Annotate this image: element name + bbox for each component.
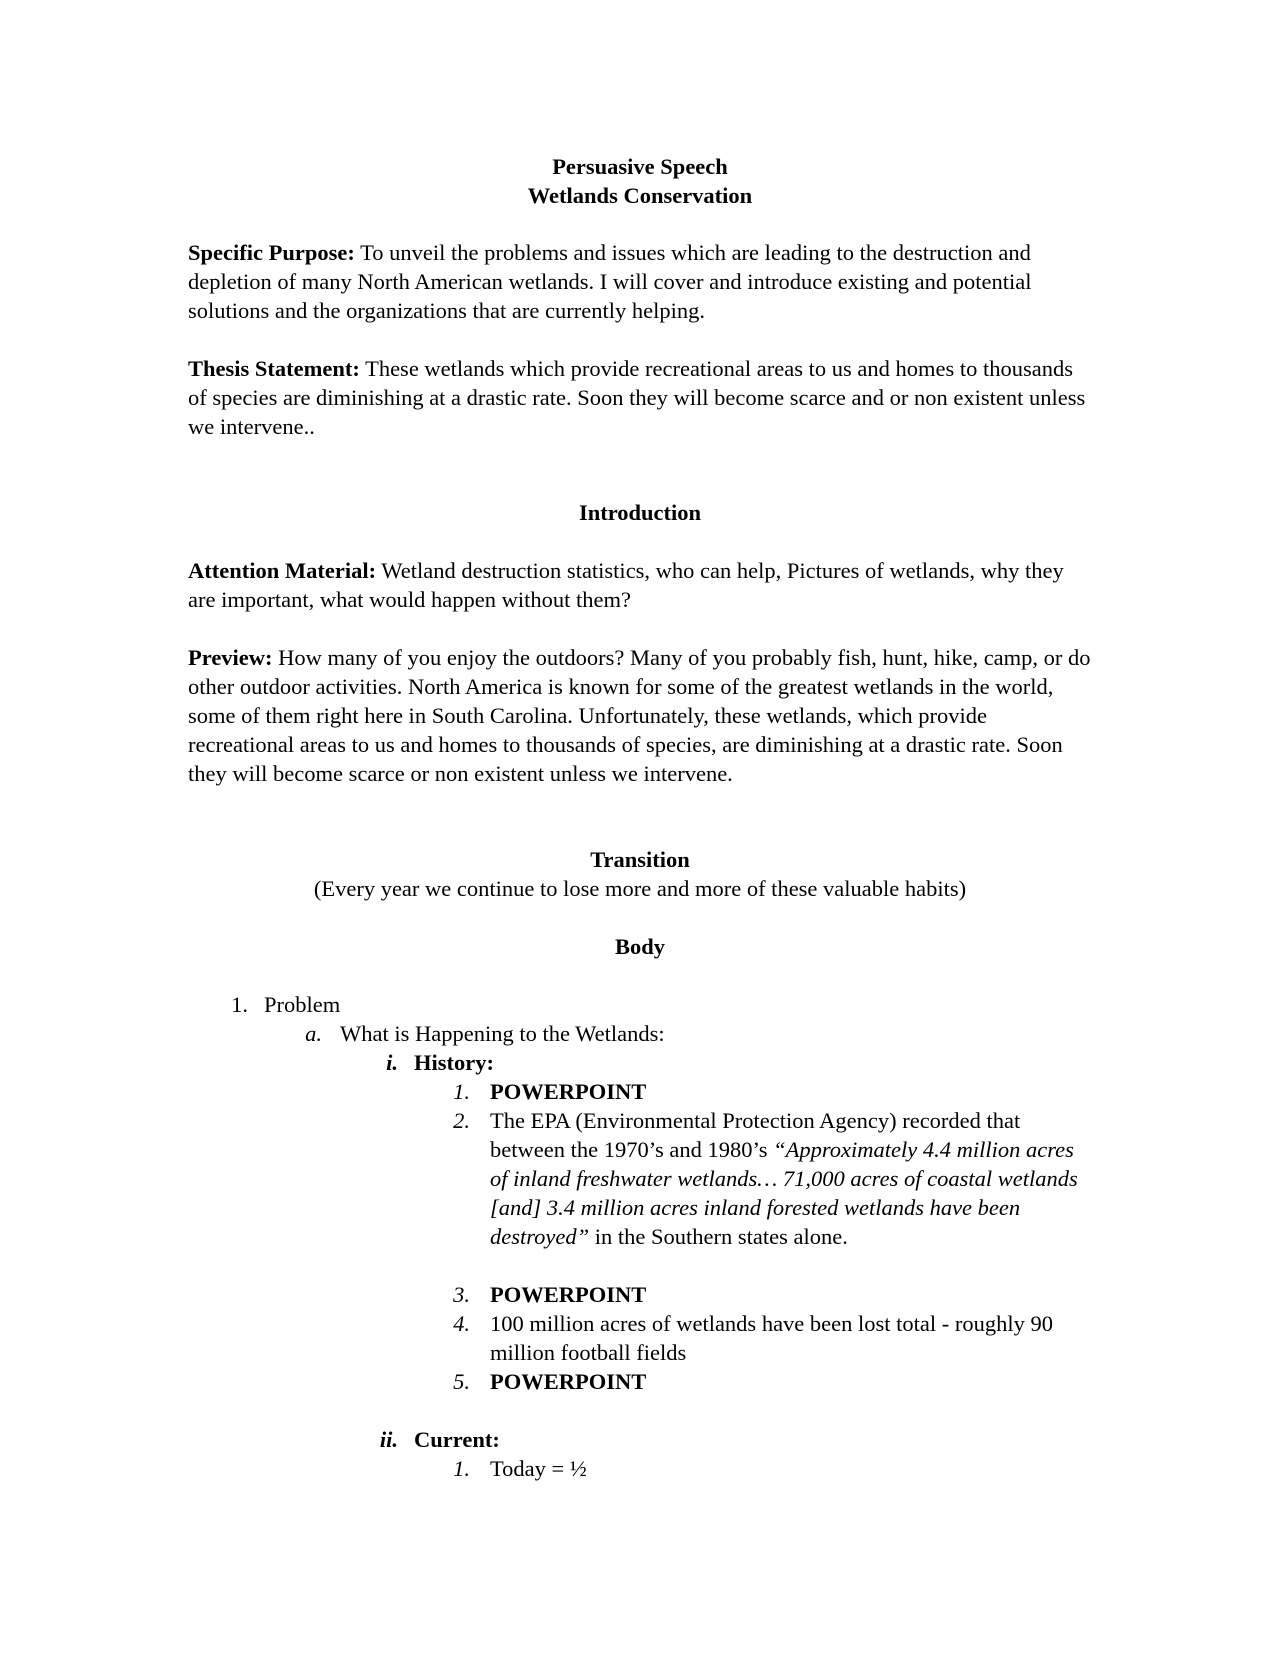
transition-text: (Every year we continue to lose more and more of these valuable habits) [313,876,967,901]
document-subtitle: Wetlands Conservation [527,183,753,208]
history-item-4 [188,1309,1092,1367]
attention-text: Wetland destruction statistics, who can help, Pictures of wetlands, why they are important, what would happen without them? [188,558,1064,612]
history-item-3 [188,1280,1092,1309]
specific-purpose-label: Specific Purpose: [188,240,355,265]
history-text: POWERPOINT [490,1369,647,1394]
history-text [490,1106,1080,1251]
history-number: 1. [453,1079,470,1104]
history-text: POWERPOINT [490,1079,647,1104]
transition-heading: Transition [590,847,690,872]
history-text: 100 million acres of wetlands have been lost total - roughly 90 million football fields [490,1311,1053,1365]
outline-number: 1. [231,992,248,1017]
thesis-paragraph [188,354,1092,441]
thesis-text: These wetlands which provide recreational areas to us and homes to thousands of species are diminishing at a drastic rate. Soon they will become scarce and or non existent unless we intervene.. [188,356,1086,439]
outline-text: History: [414,1050,494,1075]
history-number: 2. [453,1108,470,1133]
specific-purpose-text: To unveil the problems and issues which are leading to the destruction and depletion of many North American wetlands. I will cover and introduce existing and potential solutions and the organizations that are currently helping. [188,240,1032,323]
preview-text: How many of you enjoy the outdoors? Many of you probably fish, hunt, hike, camp, or do other outdoor activities. North America is known for some of the greatest wetlands in the world, some of them right here in South Carolina. Unfortunately, these wetlands, which provide recreational areas to us and homes to thousands of species, are diminishing at a drastic rate. Soon they will become scarce or non existent unless we intervene. [188,645,1091,786]
outline-text: Problem [264,992,341,1017]
document-title: Persuasive Speech [552,154,728,179]
outline-item-history [188,1048,1092,1077]
history-text: POWERPOINT [490,1282,647,1307]
outline-item-current [188,1425,1092,1454]
history-item-2 [188,1106,1092,1280]
outline-roman: ii. [379,1427,398,1452]
outline-item-what-is-happening [188,1019,1092,1048]
outline-text: What is Happening to the Wetlands: [340,1021,665,1046]
current-item-1 [188,1454,1092,1483]
thesis-label: Thesis Statement: [188,356,360,381]
attention-paragraph [188,556,1092,614]
transition-block [188,845,1092,903]
outline-roman: i. [386,1050,398,1075]
epa-text-post: in the Southern states alone. [589,1224,848,1249]
history-number: 5. [453,1369,470,1394]
blank-line [188,1396,1092,1425]
history-number: 3. [453,1282,470,1307]
epa-text-pre: The EPA (Environmental Protection Agency) recorded that between the 1970’s and 1980’s [490,1108,1021,1162]
preview-label: Preview: [188,645,273,670]
outline-text: Current: [414,1427,500,1452]
current-number: 1. [453,1456,470,1481]
outline-list [188,990,1092,1483]
history-item-5 [188,1367,1092,1396]
current-text: Today = ½ [490,1456,587,1481]
outline-item-problem [188,990,1092,1019]
body-heading: Body [614,934,666,959]
history-number: 4. [453,1311,470,1336]
epa-quote: “Approximately 4.4 million acres of inland freshwater wetlands… 71,000 acres of coastal wetlands [and] 3.4 million acres inland forested wetlands have been destroyed” [490,1137,1078,1249]
preview-paragraph [188,643,1092,788]
specific-purpose-paragraph [188,238,1092,325]
outline-letter: a. [305,1021,322,1046]
introduction-heading: Introduction [578,500,702,525]
attention-label: Attention Material: [188,558,377,583]
history-item-1 [188,1077,1092,1106]
document-title-block [188,152,1092,210]
